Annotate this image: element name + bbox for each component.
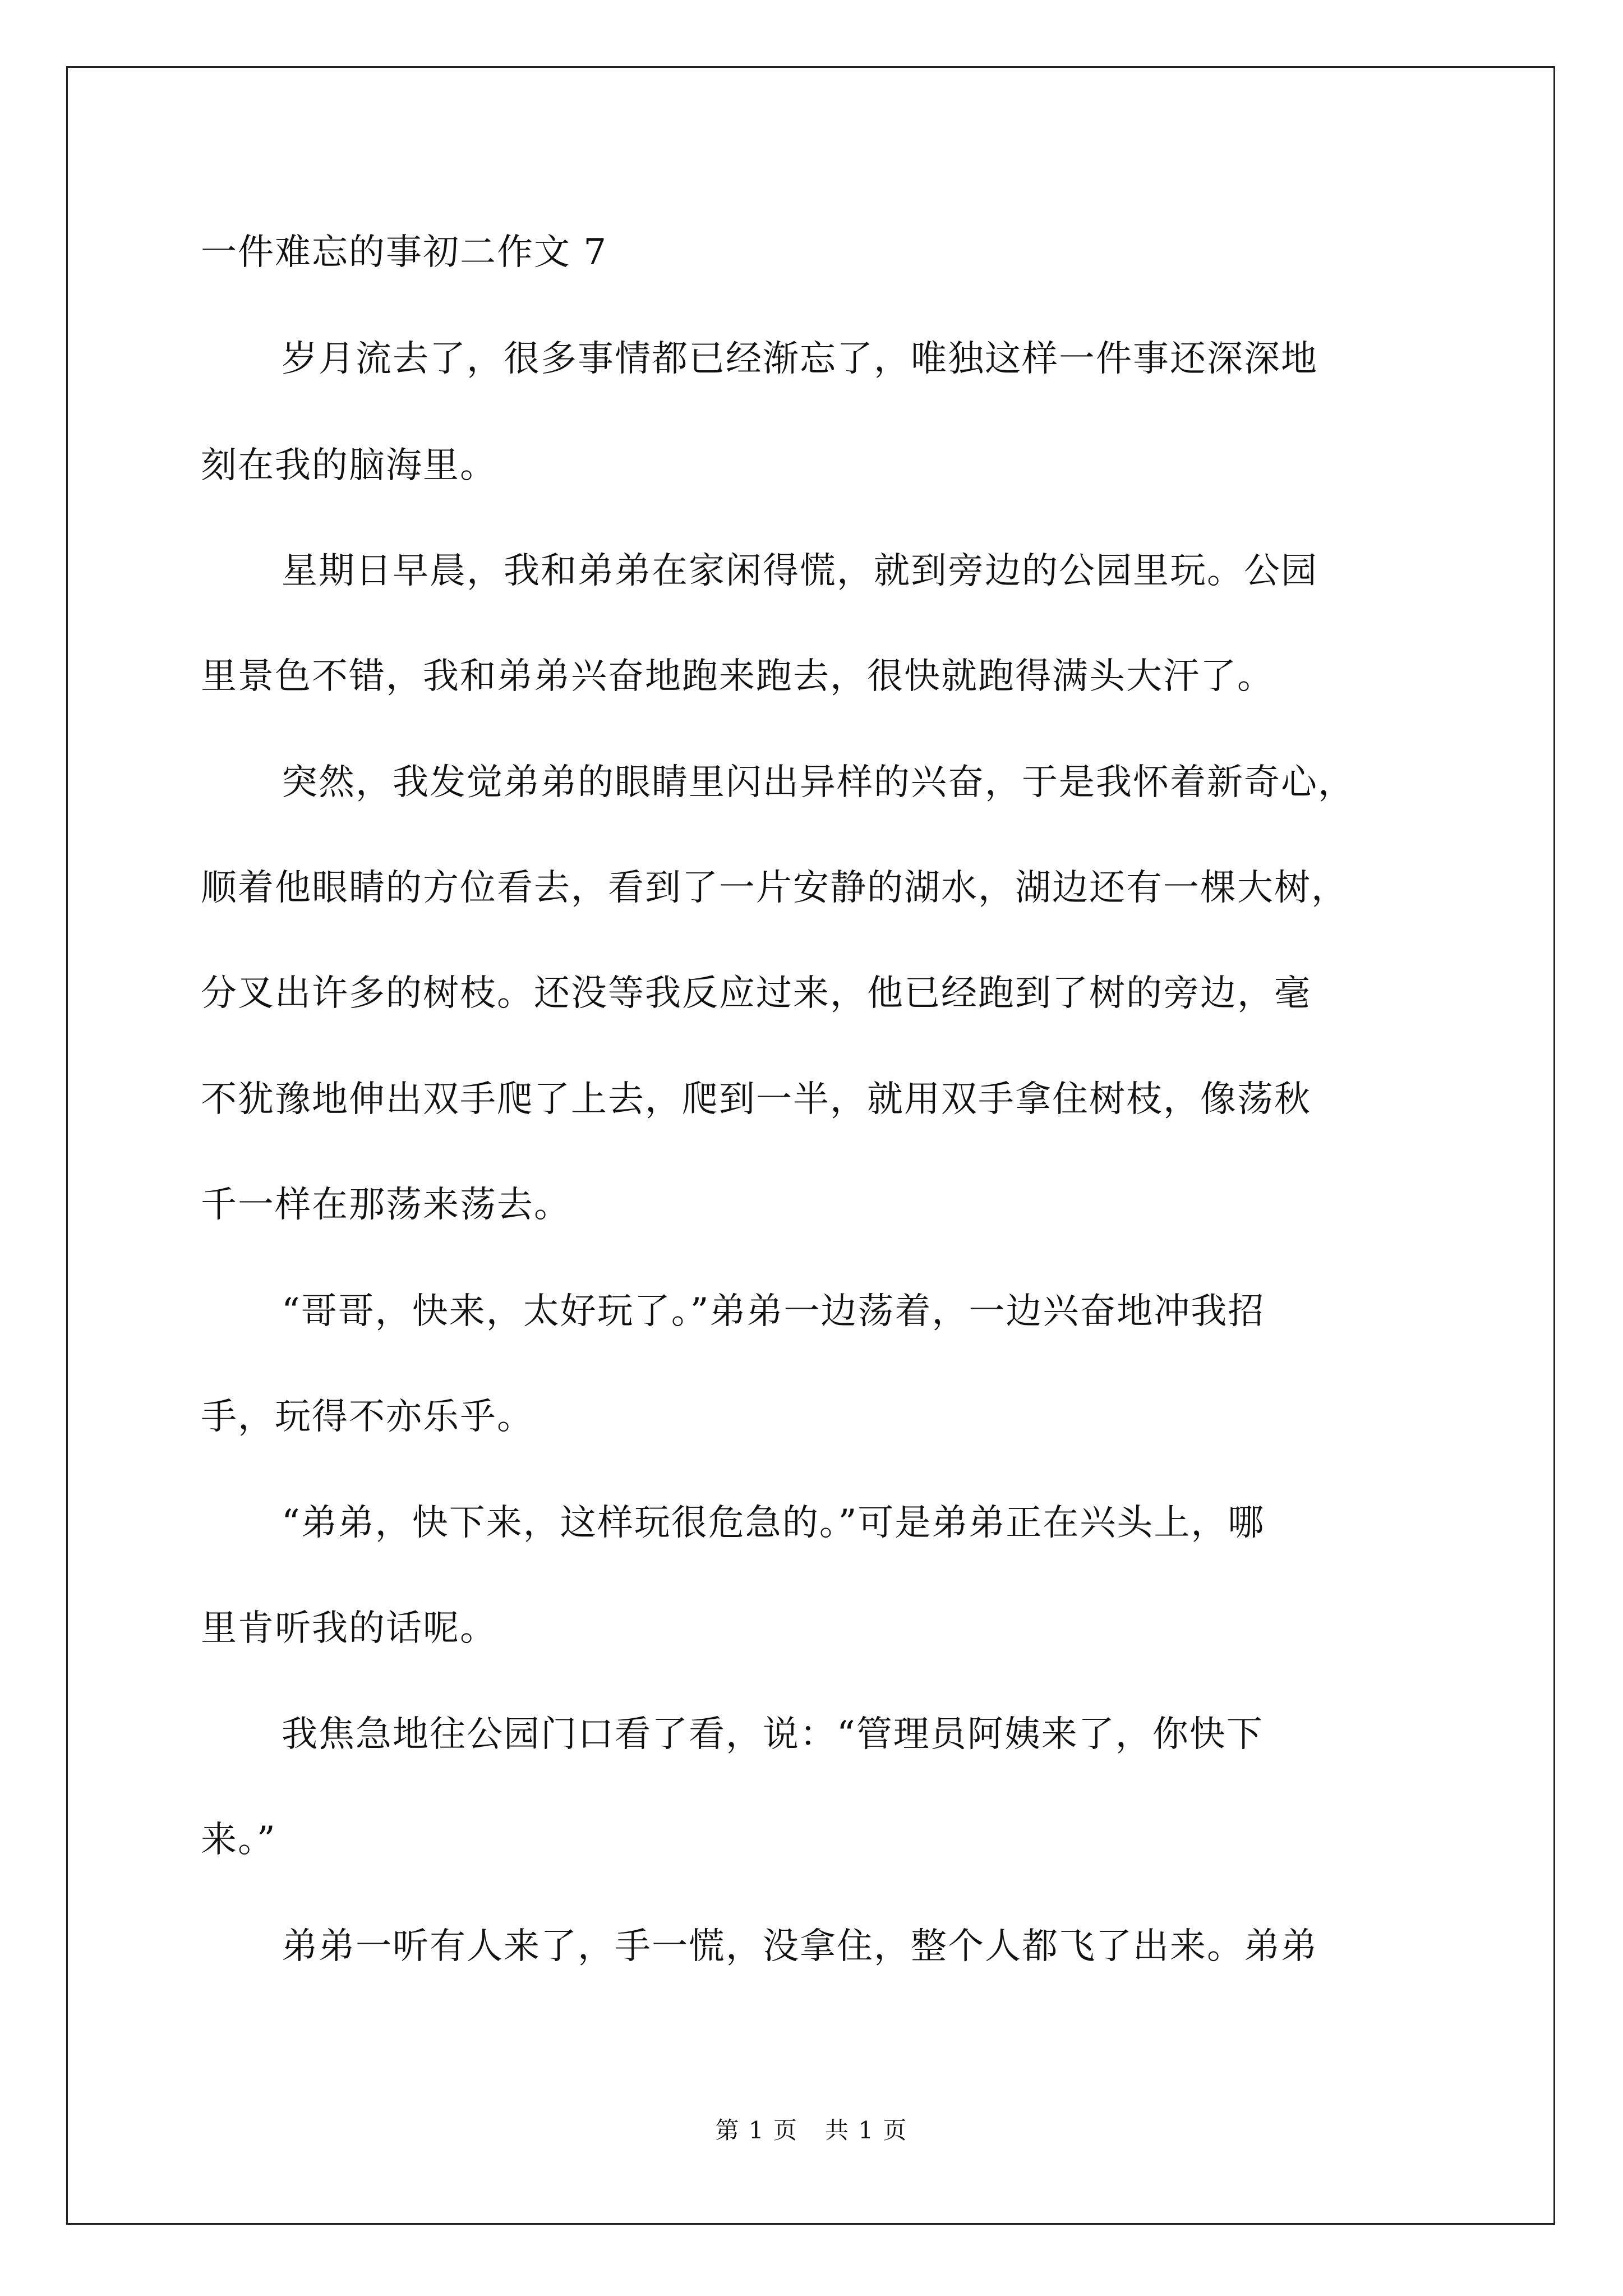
text-line-6: 顺着他眼睛的方位看去，看到了一片安静的湖水，湖边还有一棵大树，	[201, 867, 1348, 909]
text-line-11: 手，玩得不亦乐乎。	[201, 1396, 534, 1438]
text-line-15: 来。”	[201, 1819, 276, 1861]
text-line-10: “哥哥，快来，太好玩了。”弟弟一边荡着，一边兴奋地冲我招	[282, 1291, 1265, 1332]
text-line-7: 分叉出许多的树枝。还没等我反应过来，他已经跑到了树的旁边，毫	[201, 973, 1311, 1014]
text-line-2: 刻在我的脑海里。	[201, 445, 497, 486]
text-line-16: 弟弟一听有人来了，手一慌，没拿住，整个人都飞了出来。弟弟	[282, 1926, 1318, 1967]
page-number: 第 1 页	[715, 2116, 798, 2144]
document-title: 一件难忘的事初二作文 7	[201, 232, 608, 273]
text-line-8: 不犹豫地伸出双手爬了上去，爬到一半，就用双手拿住树枝，像荡秋	[201, 1079, 1311, 1120]
text-line-12: “弟弟，快下来，这样玩很危急的。”可是弟弟正在兴头上，哪	[282, 1502, 1265, 1544]
page-border	[66, 66, 1555, 2225]
text-line-13: 里肯听我的话呢。	[201, 1608, 497, 1649]
text-line-14: 我焦急地往公园门口看了看，说：“管理员阿姨来了，你快下	[282, 1714, 1264, 1755]
text-line-4: 里景色不错，我和弟弟兴奋地跑来跑去，很快就跑得满头大汗了。	[201, 656, 1274, 697]
text-line-1: 岁月流去了，很多事情都已经渐忘了，唯独这样一件事还深深地	[282, 338, 1318, 380]
text-line-5: 突然，我发觉弟弟的眼睛里闪出异样的兴奋，于是我怀着新奇心，	[282, 762, 1355, 803]
text-line-9: 千一样在那荡来荡去。	[201, 1184, 571, 1226]
text-line-3: 星期日早晨，我和弟弟在家闲得慌，就到旁边的公园里玩。公园	[282, 550, 1318, 592]
page-total: 共 1 页	[825, 2116, 908, 2144]
page-footer	[0, 2115, 1623, 2146]
